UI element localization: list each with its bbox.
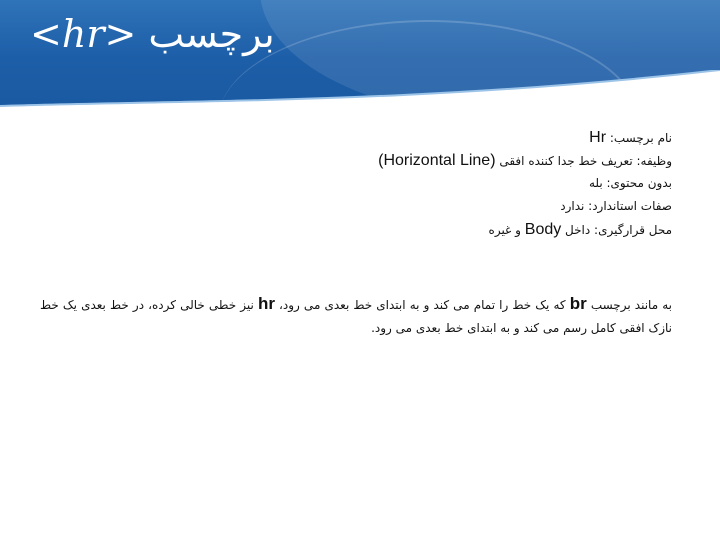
para-hr-tag: hr bbox=[257, 294, 275, 313]
prop-function-latin: (Horizontal Line) bbox=[378, 152, 496, 169]
prop-name bbox=[40, 126, 672, 149]
prop-function-label: وظیفه: bbox=[632, 154, 672, 168]
para-part-2: که یک خط را تمام می کند و به ابتدای خط بعدی می رود، bbox=[274, 298, 570, 312]
prop-placement-latin: Body bbox=[524, 221, 562, 238]
prop-name-value: Hr bbox=[589, 129, 607, 146]
description-paragraph bbox=[40, 292, 672, 340]
prop-placement-suffix: و غیره bbox=[488, 223, 525, 237]
prop-function bbox=[40, 149, 672, 172]
prop-placement-label: محل قرارگیری: داخل bbox=[561, 223, 672, 237]
para-part-1: به مانند برچسب bbox=[586, 298, 672, 312]
para-part-3: نیز خطی خالی کرده، در خط بعدی یک خط نازک افقی کامل رسم می کند و به ابتدای خط بعدی می رود. bbox=[40, 298, 672, 335]
prop-name-label: نام برچسب: bbox=[606, 131, 672, 145]
prop-placement bbox=[40, 218, 672, 241]
tag-properties bbox=[40, 126, 672, 241]
title-tag: <hr> bbox=[30, 12, 137, 56]
prop-content: بدون محتوی: بله bbox=[588, 176, 672, 190]
prop-function-text: تعریف خط جدا کننده افقی bbox=[499, 154, 633, 168]
prop-attributes: صفات استاندارد: ندارد bbox=[560, 199, 672, 213]
title-word: برچسب bbox=[148, 12, 275, 56]
header-swoosh bbox=[0, 70, 720, 130]
para-br-tag: br bbox=[569, 294, 587, 313]
slide-title bbox=[30, 8, 275, 60]
